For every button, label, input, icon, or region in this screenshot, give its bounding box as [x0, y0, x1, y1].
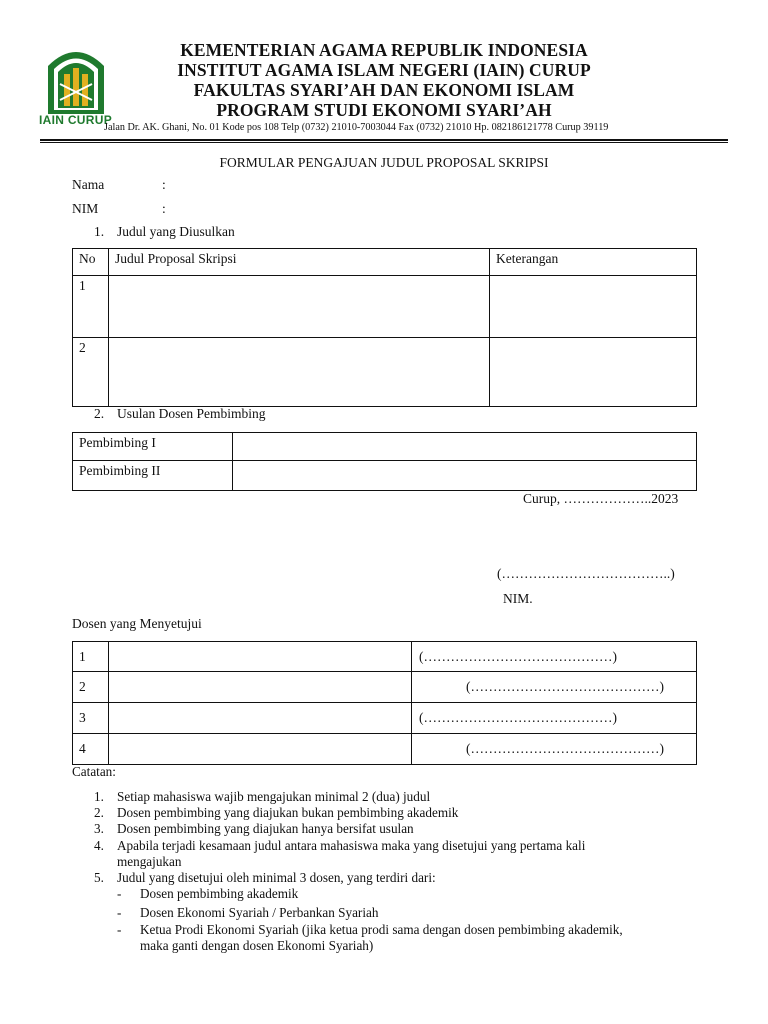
section1-heading: Judul yang Diusulkan — [117, 224, 235, 239]
pembimbing-2-label: Pembimbing II — [73, 461, 233, 491]
keterangan-cell-1[interactable] — [490, 276, 697, 338]
col-header-keterangan: Keterangan — [490, 249, 697, 276]
section2-heading: Usulan Dosen Pembimbing — [117, 406, 266, 421]
table-row — [73, 734, 697, 765]
proposal-title-table — [72, 248, 697, 407]
approver-name-cell-2[interactable] — [109, 672, 412, 703]
note-item: Judul yang disetujui oleh minimal 3 dosen, yang terdiri dari: — [117, 870, 436, 885]
nim-label: NIM — [72, 201, 99, 216]
note-number: 2. — [94, 805, 104, 820]
table-row — [73, 276, 697, 338]
approver-signature: (……………………………………) — [412, 703, 697, 734]
logo-caption: IAIN CURUP — [39, 113, 113, 127]
approver-name-cell-4[interactable] — [109, 734, 412, 765]
row-number: 1 — [73, 276, 109, 338]
header-institute: INSTITUT AGAMA ISLAM NEGERI (IAIN) CURUP — [177, 60, 591, 80]
sub-item-dash: - — [117, 886, 122, 901]
note-item: Apabila terjadi kesamaan judul antara mahasiswa maka yang disetujui yang pertama kali — [117, 838, 586, 853]
table-row — [73, 703, 697, 734]
approval-number: 1 — [73, 642, 109, 672]
sub-item: Ketua Prodi Ekonomi Syariah (jika ketua prodi sama dengan dosen pembimbing akademik, — [140, 922, 623, 937]
note-number: 5. — [94, 870, 104, 885]
note-item: Dosen pembimbing yang diajukan bukan pembimbing akademik — [117, 805, 459, 820]
sub-item-dash: - — [117, 905, 122, 920]
supervisor-table — [72, 432, 697, 491]
notes-title: Catatan: — [72, 764, 116, 779]
approver-signature: (……………………………………) — [412, 672, 697, 703]
approval-heading: Dosen yang Menyetujui — [72, 616, 202, 631]
nama-colon: : — [162, 177, 166, 192]
table-row — [73, 642, 697, 672]
sub-item-dash: - — [117, 922, 122, 937]
pembimbing-2-cell[interactable] — [233, 461, 697, 491]
header-faculty: FAKULTAS SYARI’AH DAN EKONOMI ISLAM — [193, 80, 575, 100]
approval-number: 4 — [73, 734, 109, 765]
section2-number: 2. — [94, 406, 105, 421]
keterangan-cell-2[interactable] — [490, 338, 697, 407]
note-number: 4. — [94, 838, 104, 853]
approver-name-cell-1[interactable] — [109, 642, 412, 672]
approval-number: 3 — [73, 703, 109, 734]
approver-name-cell-3[interactable] — [109, 703, 412, 734]
table-row — [73, 672, 697, 703]
student-nim: NIM. — [503, 591, 533, 606]
note-number: 3. — [94, 821, 104, 836]
header-divider — [40, 139, 728, 141]
note-item: Setiap mahasiswa wajib mengajukan minimal 2 (dua) judul — [117, 789, 431, 804]
note-item: Dosen pembimbing yang diajukan hanya bersifat usulan — [117, 821, 414, 836]
col-header-no: No — [73, 249, 109, 276]
place-date: Curup, ………………..2023 — [523, 491, 679, 506]
header-address: Jalan Dr. AK. Ghani, No. 01 Kode pos 108 Telp (0732) 21010-7003044 Fax (0732) 21010 Hp. 082186121778 Curup 39119 — [104, 122, 609, 133]
header-program: PROGRAM STUDI EKONOMI SYARI’AH — [216, 100, 552, 120]
judul-cell-1[interactable] — [109, 276, 490, 338]
table-header-row — [73, 249, 697, 276]
header-divider-thin — [40, 142, 728, 143]
nama-label: Nama — [72, 177, 105, 192]
table-row — [73, 338, 697, 407]
sub-item: Dosen Ekonomi Syariah / Perbankan Syariah — [140, 905, 379, 920]
header-ministry: KEMENTERIAN AGAMA REPUBLIK INDONESIA — [180, 40, 588, 60]
approver-signature: (……………………………………) — [412, 734, 697, 765]
section1-number: 1. — [94, 224, 105, 239]
sub-item-continuation: maka ganti dengan dosen Ekonomi Syariah) — [140, 938, 374, 953]
student-signature: (………………………………..) — [497, 566, 675, 581]
table-row — [73, 461, 697, 491]
approval-table — [72, 641, 697, 765]
pembimbing-1-label: Pembimbing I — [73, 433, 233, 461]
approver-signature: (……………………………………) — [412, 642, 697, 672]
approval-number: 2 — [73, 672, 109, 703]
nim-colon: : — [162, 201, 166, 216]
table-row — [73, 433, 697, 461]
note-item-continuation: mengajukan — [117, 854, 182, 869]
row-number: 2 — [73, 338, 109, 407]
sub-item: Dosen pembimbing akademik — [140, 886, 299, 901]
note-number: 1. — [94, 789, 104, 804]
judul-cell-2[interactable] — [109, 338, 490, 407]
col-header-judul: Judul Proposal Skripsi — [109, 249, 490, 276]
pembimbing-1-cell[interactable] — [233, 433, 697, 461]
form-title: FORMULAR PENGAJUAN JUDUL PROPOSAL SKRIPSI — [219, 155, 549, 170]
